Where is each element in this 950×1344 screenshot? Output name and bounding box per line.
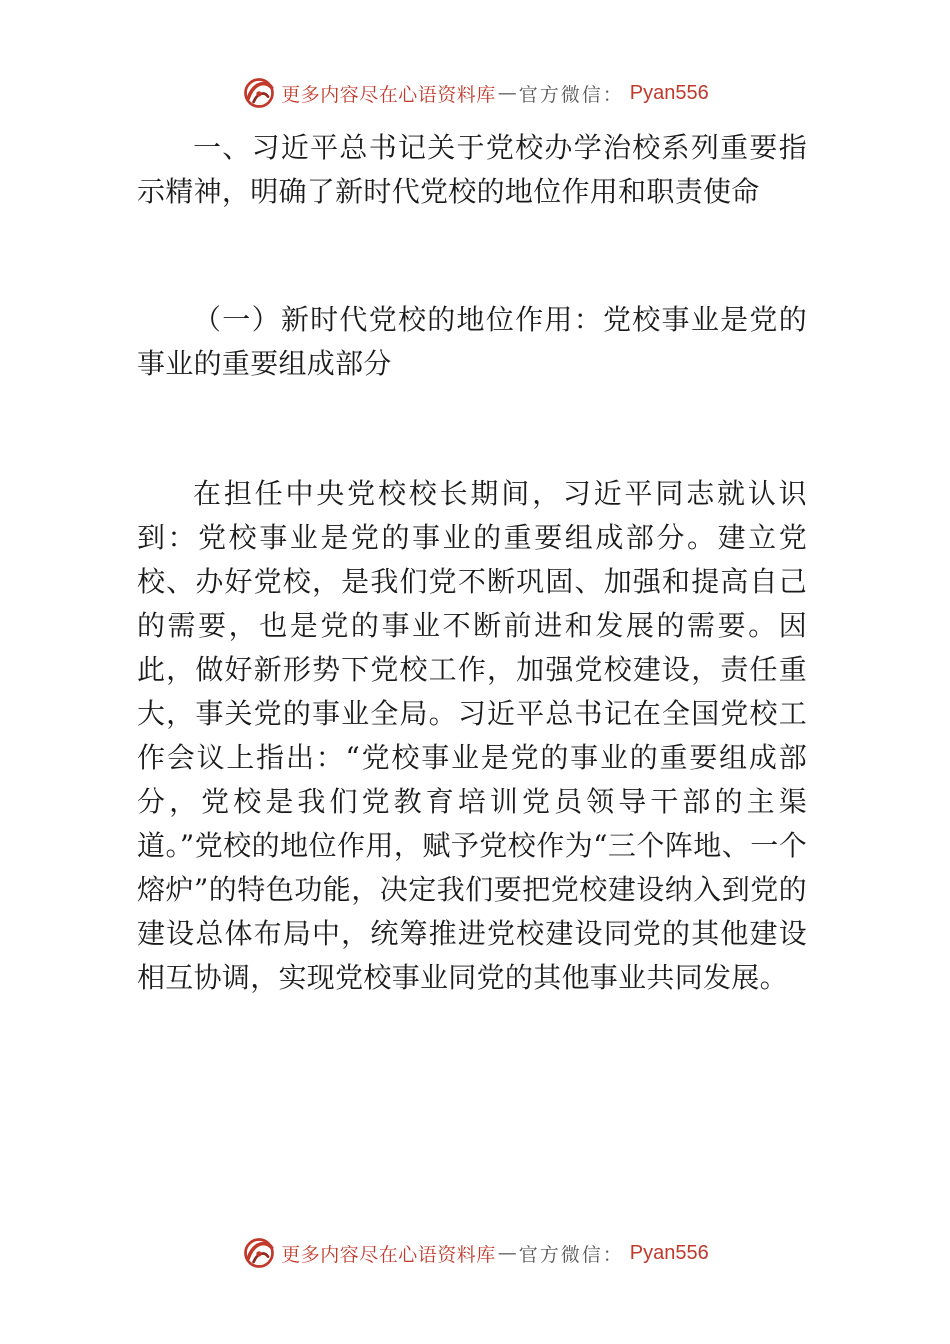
banner-dash: — bbox=[497, 1242, 517, 1264]
banner-wechat-label: 官方微信： bbox=[518, 1243, 624, 1266]
banner-main-text: 更多内容尽在心语资料库 bbox=[281, 1243, 496, 1266]
red-swirl-logo-icon bbox=[241, 1235, 277, 1271]
banner-main-text: 更多内容尽在心语资料库 bbox=[281, 83, 496, 106]
banner-wechat-id: Pyan556 bbox=[629, 1241, 709, 1264]
section-heading: 一、习近平总书记关于党校办学治校系列重要指示精神，明确了新时代党校的地位作用和职责使命 bbox=[137, 131, 807, 208]
banner-dash: — bbox=[497, 82, 517, 104]
subsection-heading: （一）新时代党校的地位作用：党校事业是党的事业的重要组成部分 bbox=[137, 303, 807, 380]
body-paragraph: 在担任中央党校校长期间，习近平同志就认识到：党校事业是党的事业的重要组成部分。建立党校、办好党校，是我们党不断巩固、加强和提高自己的需要，也是党的事业不断前进和发展的需要。因此，做好新形势下党校工作，加强党校建设，责任重大，事关党的事业全局。习近平总书记在全国党校工作会议上指出：“党校事业是党的事业的重要组成部分，党校是我们党教育培训党员领导干部的主渠道。”党校的地位作用，赋予党校作为“三个阵地、一个熔炉”的特色功能，决定我们要把党校建设纳入到党的建设总体布局中，统筹推进党校建设同党的其他建设相互协调，实现党校事业同党的其他事业共同发展。 bbox=[137, 477, 807, 994]
red-swirl-logo-icon bbox=[241, 75, 277, 111]
footer-watermark-banner bbox=[0, 1233, 950, 1273]
document-body bbox=[137, 126, 807, 1000]
banner-wechat-id: Pyan556 bbox=[629, 81, 709, 104]
header-watermark-banner bbox=[0, 73, 950, 113]
banner-wechat-label: 官方微信： bbox=[518, 83, 624, 106]
